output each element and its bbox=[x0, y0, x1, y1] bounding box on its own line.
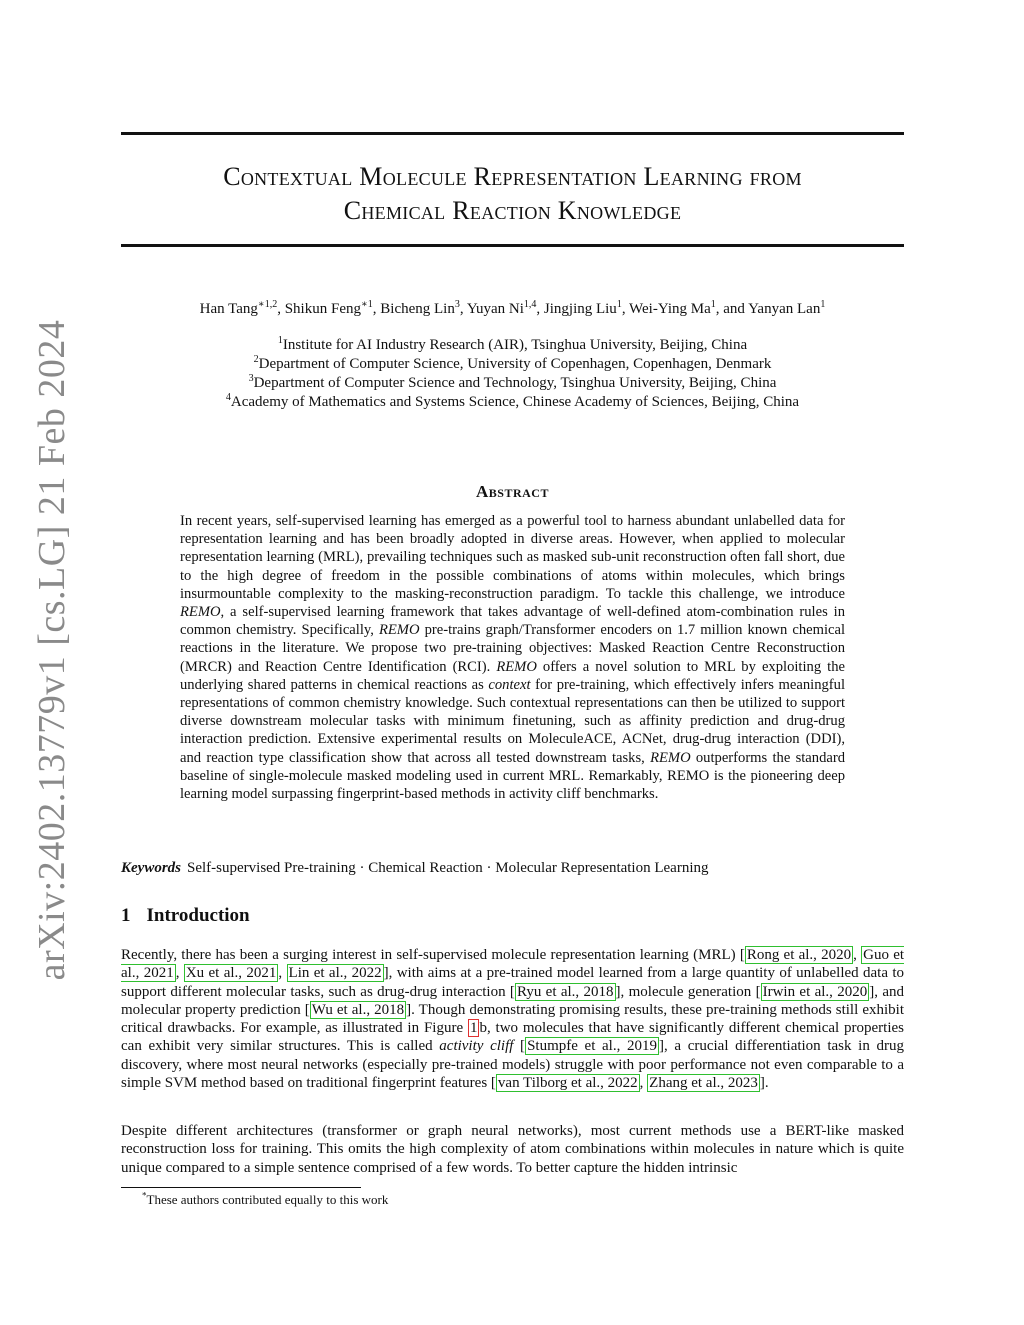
affiliation: $^4$Academy of Mathematics and Systems Science, Chinese Academy of Sciences, Beijing, China bbox=[225, 392, 800, 410]
keywords-label: Keywords bbox=[121, 860, 181, 876]
affiliation: $^1$Institute for AI Industry Research (AIR), Tsinghua University, Beijing, China bbox=[277, 335, 748, 353]
citation-link[interactable]: Xu et al., 2021 bbox=[185, 965, 277, 982]
title-line-2: Chemical Reaction Knowledge bbox=[343, 196, 682, 225]
section-heading-introduction bbox=[121, 905, 250, 927]
citation-link[interactable]: van Tilborg et al., 2022 bbox=[497, 1075, 638, 1092]
citation-link[interactable]: Irwin et al., 2020 bbox=[762, 983, 868, 1000]
author: Han Tang$^{∗1,2}$ bbox=[199, 299, 278, 317]
citation-link[interactable]: Zhang et al., 2023 bbox=[649, 1075, 758, 1092]
title-line-1: Contextual Molecule Representation Learning from bbox=[223, 162, 802, 191]
footnote-rule bbox=[121, 1187, 361, 1188]
author: Bicheng Lin$^3$ bbox=[380, 299, 460, 317]
footnote: *These authors contributed equally to this work bbox=[142, 1190, 389, 1207]
abstract-body: In recent years, self-supervised learning has emerged as a powerful tool to harness abundant unlabelled data for representation learning and has been broadly adopted in diverse areas. However, when applied to molecular representation learning (MRL), prevailing techniques such as masked sub-unit reconstruction often fall short, due to the high degree of freedom in the possible combinations of atoms within molecules, which brings insurmountable complexity to the masking-reconstruction paradigm. To tackle this challenge, we introduce REMO, a self-supervised learning framework that takes advantage of well-defined atom-combination rules in common chemistry. Specifically, REMO pre-trains graph/Transformer encoders on 1.7 million known chemical reactions in the literature. We propose two pre-training objectives: Masked Reaction Centre Reconstruction (MRCR) and Reaction Centre Identification (RCI). REMO offers a novel solution to MRL by exploiting the underlying shared patterns in chemical reactions as context for pre-training, which effectively infers meaningful representations of common chemistry knowledge. Such contextual representations can then be utilized to support diverse downstream molecular tasks with minimum finetuning, such as affinity prediction and drug-drug interaction prediction. Extensive experimental results on MoleculeACE, ACNet, drug-drug interaction (DDI), and reaction type classification show that across all tested downstream tasks, REMO outperforms the standard baseline of single-molecule masked modeling used in current MRL. Remarkably, REMO is the pioneering deep learning model surpassing fingerprint-based methods in activity cliff benchmarks. bbox=[180, 513, 846, 803]
citation-link[interactable]: Rong et al., 2020 bbox=[746, 947, 852, 963]
citation-link[interactable]: Guo et al., 2021 bbox=[121, 947, 905, 982]
affiliation: $^3$Department of Computer Science and Technology, Tsinghua University, Beijing, China bbox=[248, 373, 777, 391]
author: Jingjing Liu$^1$ bbox=[543, 299, 622, 317]
citation-link[interactable]: Lin et al., 2022 bbox=[288, 965, 382, 982]
author: and Yanyan Lan$^1$ bbox=[723, 299, 826, 317]
title-top-rule bbox=[121, 132, 904, 135]
section-title: Introduction bbox=[146, 905, 250, 926]
paper-title bbox=[121, 160, 904, 228]
citation-link[interactable]: Wu et al., 2018 bbox=[311, 1001, 405, 1018]
figure-reference-link[interactable]: 1 bbox=[469, 1020, 478, 1037]
keywords bbox=[121, 860, 904, 877]
affiliations bbox=[121, 336, 904, 412]
abstract-heading: Abstract bbox=[476, 482, 549, 501]
author: Shikun Feng$^{∗1}$ bbox=[284, 299, 373, 317]
author-list: Han Tang$^{∗1,2}$, Shikun Feng$^{∗1}$, Bicheng Lin$^3$, Yuyan Ni$^{1,4}$, Jingjing Liu$^1$, Wei-Ying Ma$^1$, and Yanyan Lan$^1$ bbox=[199, 299, 826, 317]
author: Wei-Ying Ma$^1$ bbox=[629, 299, 716, 317]
section-number: 1 bbox=[121, 905, 131, 926]
intro-paragraph-2: Despite different architectures (transformer or graph neural networks), most current methods use a BERT-like masked reconstruction loss for training. This omits the high complexity of atom combinations within molecules in nature which is quite unique compared to a simple sentence comprised of a few words. To better capture the hidden intrinsic bbox=[121, 1123, 904, 1176]
arxiv-identifier-stamp: arXiv:2402.13779v1 [cs.LG] 21 Feb 2024 bbox=[31, 319, 73, 981]
citation-link[interactable]: Ryu et al., 2018 bbox=[516, 983, 614, 1000]
title-bottom-rule bbox=[121, 244, 904, 247]
intro-paragraph-1: Recently, there has been a surging interest in self-supervised molecule representation learning (MRL) [ Rong et al., 2020 , Guo et al., 2021 , Xu et al., 2021 , Lin et al., 2022 ], with aims at a pre-trained model learned from a large quantity of unlabelled data to support different molecular tasks, such as drug-drug interaction [ Ryu et al., 2018 ], molecule generation [ Irwin et al., 2020 ], and molecular property prediction [ Wu et al., 2018 ]. Though demonstrating promising results, these pre-training methods still exhibit critical drawbacks. For example, as illustrated in Figure 1 b, two molecules that have significantly different chemical properties can exhibit very similar structures. This is called activity cliff [ Stumpfe et al., 2019 ], a crucial differentiation task in drug discovery, where most neural networks (especially pre-trained models) struggle with poor performance not even comparable to a simple SVM method based on traditional fingerprint features [ van Tilborg et al., 2022 , Zhang et al., 2023 ]. bbox=[121, 947, 905, 1092]
affiliation: $^2$Department of Computer Science, University of Copenhagen, Copenhagen, Denmark bbox=[253, 354, 772, 372]
citation-link[interactable]: Stumpfe et al., 2019 bbox=[527, 1038, 657, 1055]
author: Yuyan Ni$^{1,4}$ bbox=[466, 299, 537, 317]
keywords-text: Self-supervised Pre-training · Chemical Reaction · Molecular Representation Learning bbox=[187, 860, 709, 876]
